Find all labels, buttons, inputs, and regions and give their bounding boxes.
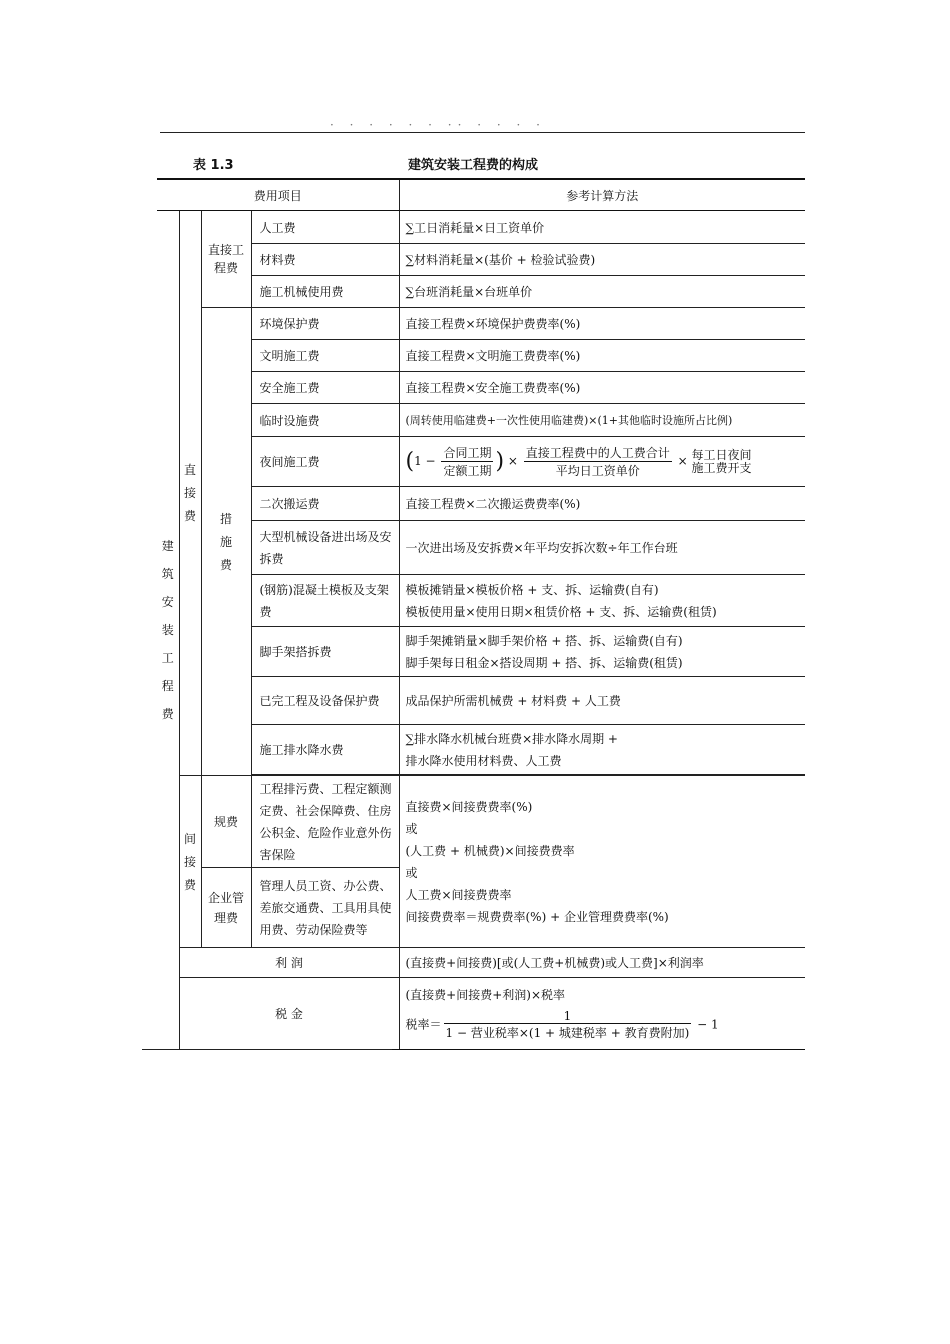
table-row bbox=[157, 244, 805, 276]
method-formwork-line1: 模板摊销量×模板价格 + 支、拆、运输费(自有) bbox=[405, 582, 659, 597]
profit-label: 利 润 bbox=[179, 948, 399, 978]
close-paren-glyph: ) bbox=[495, 449, 505, 474]
vertical-char: 费 bbox=[183, 509, 196, 523]
item-temporary: 临时设施费 bbox=[251, 404, 399, 437]
fees-label: 规费 bbox=[201, 776, 251, 868]
item-fees: 工程排污费、工程定额测定费、社会保障费、住房公积金、危险作业意外伤害保险 bbox=[251, 776, 399, 868]
method-indirect-line: 直接费×间接费费率(%) bbox=[405, 799, 533, 814]
method-material: ∑材料消耗量×(基价 + 检验试验费) bbox=[399, 244, 805, 276]
vertical-char: 程 bbox=[161, 679, 174, 693]
vertical-char: 安 bbox=[161, 595, 174, 609]
direct-cost-label bbox=[184, 464, 197, 522]
method-environment: 直接工程费×环境保护费费率(%) bbox=[399, 308, 805, 340]
header-rule bbox=[160, 132, 805, 133]
vertical-char: 措 bbox=[219, 511, 232, 526]
table-header-row bbox=[157, 179, 805, 211]
item-scaffold: 脚手架搭拆费 bbox=[251, 627, 399, 677]
method-drainage-line1: ∑排水降水机械台班费×排水降水周期 + bbox=[405, 731, 618, 746]
table-row bbox=[157, 627, 805, 677]
item-safety: 安全施工费 bbox=[251, 372, 399, 404]
method-tax-formula bbox=[406, 1009, 802, 1041]
root-category-cell bbox=[157, 211, 179, 1050]
cost-table bbox=[157, 178, 805, 1050]
item-large-machinery: 大型机械设备进出场及安拆费 bbox=[251, 521, 399, 575]
method-indirect-line: 或 bbox=[405, 865, 418, 880]
bottom-rule bbox=[142, 1049, 392, 1050]
night-one-minus: 1 − bbox=[414, 454, 436, 468]
table-row bbox=[157, 437, 805, 487]
direct-engineering-label: 直接工程费 bbox=[201, 211, 251, 308]
vertical-char: 接 bbox=[183, 854, 196, 869]
measures-cell bbox=[201, 308, 251, 776]
tax-frac-den: 1 − 营业税率×(1 + 城建税率 + 教育费附加) bbox=[445, 1026, 690, 1040]
tax-label: 税 金 bbox=[179, 978, 399, 1050]
table-row bbox=[157, 948, 805, 978]
vertical-char: 筑 bbox=[161, 567, 174, 581]
item-formwork: (钢筋)混凝土模板及支架费 bbox=[251, 575, 399, 627]
night-times-1: × bbox=[507, 454, 518, 468]
item-secondary-transport: 二次搬运费 bbox=[251, 487, 399, 521]
method-indirect bbox=[399, 776, 805, 948]
method-indirect-line: (人工费 + 机械费)×间接费费率 bbox=[405, 843, 575, 858]
item-labor: 人工费 bbox=[251, 211, 399, 244]
night-fraction-2 bbox=[524, 444, 672, 479]
method-profit: (直接费+间接费)[或(人工费+机械费)或人工费]×利润率 bbox=[399, 948, 805, 978]
table-row bbox=[157, 404, 805, 437]
vertical-char: 费 bbox=[161, 707, 174, 721]
item-mgmt: 管理人员工资、办公费、差旅交通费、工具用具使用费、劳动保险费等 bbox=[251, 868, 399, 948]
method-secondary-transport: 直接工程费×二次搬运费费率(%) bbox=[399, 487, 805, 521]
item-machinery: 施工机械使用费 bbox=[251, 276, 399, 308]
method-formwork-line2: 模板使用量×使用日期×租赁价格 + 支、拆、运输费(租赁) bbox=[405, 604, 717, 619]
tax-minus-one: − 1 bbox=[697, 1017, 719, 1032]
night-times-2: × bbox=[677, 454, 688, 468]
method-scaffold-line1: 脚手架摊销量×脚手架价格 + 搭、拆、运输费(自有) bbox=[405, 633, 683, 648]
vertical-char: 费 bbox=[183, 877, 196, 892]
method-tax bbox=[399, 978, 805, 1050]
indirect-cost-label bbox=[184, 833, 197, 891]
method-scaffold-line2: 脚手架每日租金×搭设周期 + 搭、拆、运输费(租赁) bbox=[405, 655, 683, 670]
method-night bbox=[399, 437, 805, 487]
method-drainage-line2: 排水降水使用材料费、人工费 bbox=[405, 753, 562, 768]
item-completed-protection: 已完工程及设备保护费 bbox=[251, 677, 399, 725]
night-tail-1: 每工日夜间 bbox=[691, 447, 752, 462]
method-civilized: 直接工程费×文明施工费费率(%) bbox=[399, 340, 805, 372]
item-civilized: 文明施工费 bbox=[251, 340, 399, 372]
method-tax-line1: (直接费+间接费+利润)×税率 bbox=[405, 988, 566, 1002]
mgmt-label: 企业管理费 bbox=[201, 868, 251, 948]
table-number: 表 1.3 bbox=[193, 158, 234, 173]
vertical-char: 装 bbox=[161, 623, 174, 637]
table-row bbox=[157, 978, 805, 1050]
method-large-machinery: 一次进出场及安拆费×年平均安拆次数÷年工作台班 bbox=[399, 521, 805, 575]
table-row bbox=[157, 521, 805, 575]
root-category-label bbox=[161, 540, 175, 720]
table-row bbox=[157, 487, 805, 521]
method-safety: 直接工程费×安全施工费费率(%) bbox=[399, 372, 805, 404]
vertical-char: 工 bbox=[161, 651, 174, 665]
vertical-char: 费 bbox=[219, 557, 232, 572]
table-row bbox=[157, 372, 805, 404]
method-indirect-lines bbox=[406, 796, 802, 928]
method-drainage bbox=[399, 725, 805, 775]
item-night: 夜间施工费 bbox=[251, 437, 399, 487]
table-title: 建筑安装工程费的构成 bbox=[408, 158, 539, 173]
vertical-char: 建 bbox=[161, 539, 174, 553]
vertical-char: 施 bbox=[219, 534, 232, 549]
table-row bbox=[157, 575, 805, 627]
item-drainage: 施工排水降水费 bbox=[251, 725, 399, 775]
method-labor: ∑工日消耗量×日工资单价 bbox=[399, 211, 805, 244]
table-row bbox=[157, 677, 805, 725]
night-frac2-num: 直接工程费中的人工费合计 bbox=[525, 446, 670, 460]
night-tail bbox=[692, 449, 752, 475]
tax-frac-num: 1 bbox=[444, 1009, 692, 1024]
method-indirect-line: 人工费×间接费费率 bbox=[405, 887, 512, 902]
night-tail-2: 施工费开支 bbox=[691, 460, 752, 475]
vertical-char: 直 bbox=[183, 463, 196, 477]
direct-cost-cell bbox=[179, 211, 201, 776]
night-fraction-1 bbox=[441, 444, 493, 479]
item-environment: 环境保护费 bbox=[251, 308, 399, 340]
method-temporary: (周转使用临建费+一次性使用临建费)×(1+其他临时设施所占比例) bbox=[399, 404, 805, 437]
method-indirect-line: 间接费费率＝规费费率(%) + 企业管理费费率(%) bbox=[405, 909, 669, 924]
table-row bbox=[157, 308, 805, 340]
tax-rate-label: 税率＝ bbox=[405, 1017, 442, 1032]
table-row bbox=[157, 340, 805, 372]
night-frac1-den: 定额工期 bbox=[443, 464, 492, 478]
night-frac2-den: 平均日工资单价 bbox=[555, 464, 640, 478]
running-header: · · · · · · ·· · · · · bbox=[330, 118, 546, 132]
method-scaffold bbox=[399, 627, 805, 677]
night-frac1-num: 合同工期 bbox=[443, 446, 492, 460]
col-header-method: 参考计算方法 bbox=[399, 179, 805, 211]
method-formwork bbox=[399, 575, 805, 627]
method-indirect-line: 或 bbox=[405, 821, 418, 836]
method-machinery: ∑台班消耗量×台班单价 bbox=[399, 276, 805, 308]
table-row bbox=[157, 725, 805, 775]
vertical-char: 接 bbox=[183, 486, 196, 500]
method-completed-protection: 成品保护所需机械费 + 材料费 + 人工费 bbox=[399, 677, 805, 725]
tax-fraction bbox=[444, 1009, 692, 1041]
open-paren-glyph: ( bbox=[405, 449, 415, 474]
item-material: 材料费 bbox=[251, 244, 399, 276]
table-row bbox=[157, 276, 805, 308]
measures-label bbox=[206, 513, 247, 571]
table-row bbox=[157, 776, 805, 868]
indirect-cost-cell bbox=[179, 776, 201, 948]
col-header-item: 费用项目 bbox=[157, 179, 399, 211]
table-row bbox=[157, 211, 805, 244]
vertical-char: 间 bbox=[183, 831, 196, 846]
